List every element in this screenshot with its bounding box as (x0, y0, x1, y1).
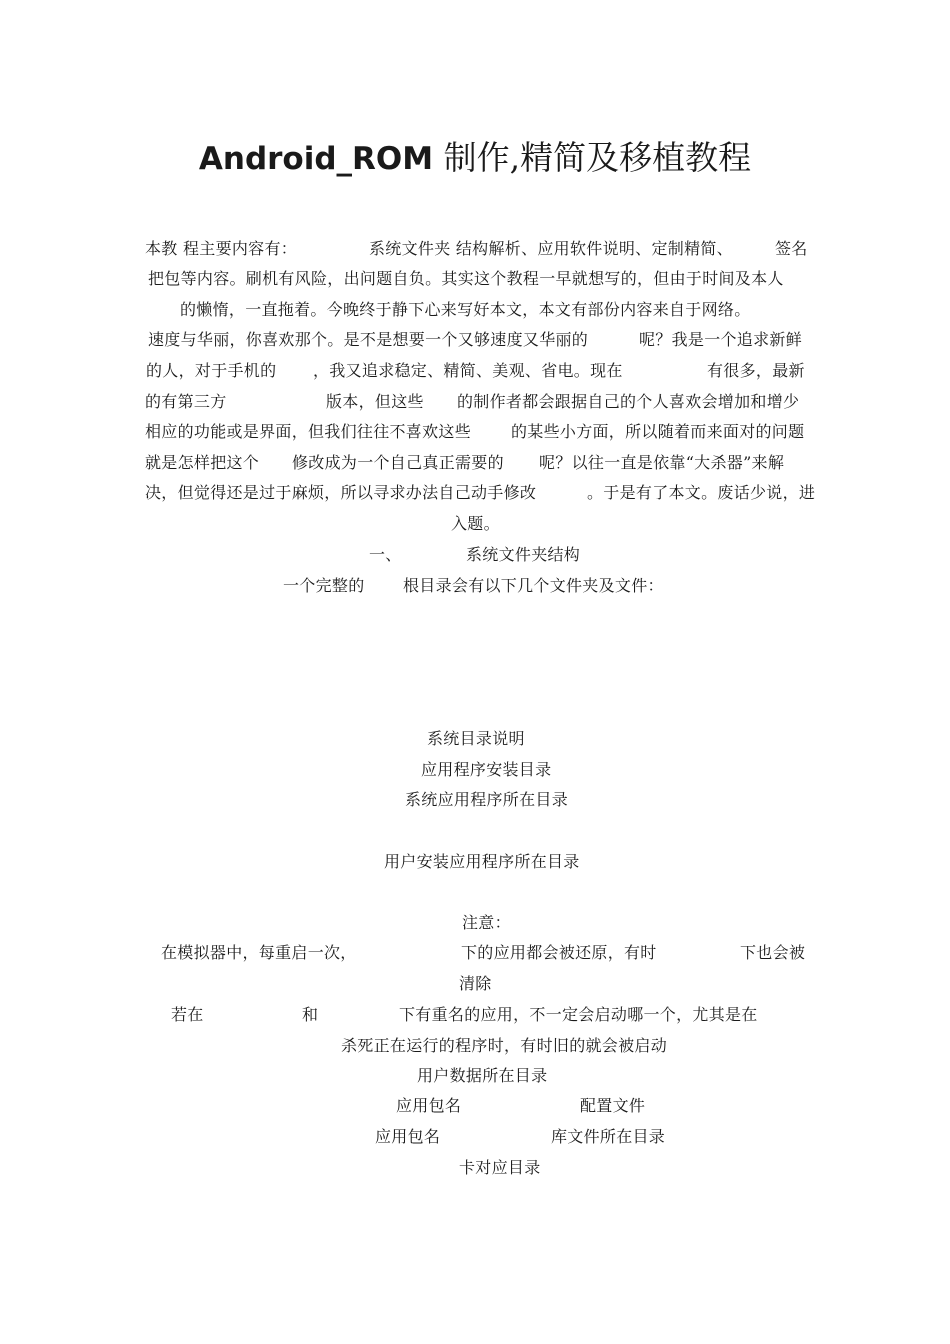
dir-description: 应用包名 (375, 1127, 441, 1146)
dir-description: 系统应用程序所在目录 (405, 790, 569, 809)
intro-text: 签名 (775, 239, 808, 258)
note-text: 清除 (459, 974, 492, 993)
intro-text: ，我又追求稳定、精简、美观、省电。现在 (313, 361, 623, 380)
intro-text: 本教 程主要内容有： (145, 239, 298, 258)
note-text: 杀死正在运行的程序时，有时旧的就会被启动 (341, 1036, 668, 1055)
note-text: 和 (302, 1005, 319, 1024)
intro-text: 修改成为一个自己真正需要的 (292, 453, 504, 472)
dir-description: 卡对应目录 (459, 1158, 541, 1177)
intro-text: 的懒惰，一直拖着。今晚终于静下心来写好本文，本文有部份内容来自于网络。 (180, 300, 751, 319)
intro-text: 。于是有了本文。废话少说，进 (587, 483, 816, 502)
dir-description: 用户安装应用程序所在目录 (384, 852, 580, 871)
intro-text: 速度与华丽，你喜欢那个。是不是想要一个又够速度又华丽的 (148, 330, 589, 349)
intro-text: 呢？以往一直是依靠“大杀器”来解 (539, 453, 785, 472)
note-text: 下也会被 (740, 943, 806, 962)
dir-description: 用户数据所在目录 (417, 1066, 548, 1085)
section-heading: 系统文件夹结构 (466, 545, 581, 564)
intro-text: 的人，对于手机的 (146, 361, 277, 380)
intro-text: 系统文件夹 结构解析、应用软件说明、定制精简、 (369, 239, 733, 258)
intro-text: 入题。 (451, 514, 500, 533)
section-lead: 根目录会有以下几个文件夹及文件： (403, 576, 664, 595)
dir-description: 库文件所在目录 (551, 1127, 666, 1146)
intro-text: 的制作者都会跟据自己的个人喜欢会增加和增少 (457, 392, 800, 411)
section-number: 一、 (369, 545, 402, 564)
section-lead: 一个完整的 (283, 576, 365, 595)
title-chinese: 制作,精简及移植教程 (433, 138, 752, 177)
intro-text: 就是怎样把这个 (145, 453, 260, 472)
intro-text: 呢？我是一个追求新鲜 (639, 330, 803, 349)
intro-text: 版本，但这些 (326, 392, 424, 411)
dir-description: 应用程序安装目录 (421, 760, 552, 779)
intro-text: 决，但觉得还是过于麻烦，所以寻求办法自己动手修改 (145, 483, 537, 502)
intro-text: 相应的功能或是界面，但我们往往不喜欢这些 (145, 422, 472, 441)
note-text: 在模拟器中，每重启一次， (161, 943, 357, 962)
intro-text: 的有第三方 (145, 392, 227, 411)
note-label: 注意： (462, 913, 511, 932)
note-text: 若在 (171, 1005, 204, 1024)
intro-text: 有很多，最新 (707, 361, 805, 380)
note-text: 下有重名的应用，不一定会启动哪一个，尤其是在 (399, 1005, 758, 1024)
dir-description: 系统目录说明 (427, 729, 525, 748)
note-text: 下的应用都会被还原，有时 (461, 943, 657, 962)
title-latin: Android_ROM (198, 141, 434, 177)
intro-text: 把包等内容。刷机有风险，出问题自负。其实这个教程一早就想写的，但由于时间及本人 (148, 269, 784, 288)
dir-description: 应用包名 (396, 1096, 462, 1115)
document-title (0, 136, 950, 181)
dir-description: 配置文件 (580, 1096, 646, 1115)
intro-text: 的某些小方面，所以随着而来面对的问题 (511, 422, 805, 441)
